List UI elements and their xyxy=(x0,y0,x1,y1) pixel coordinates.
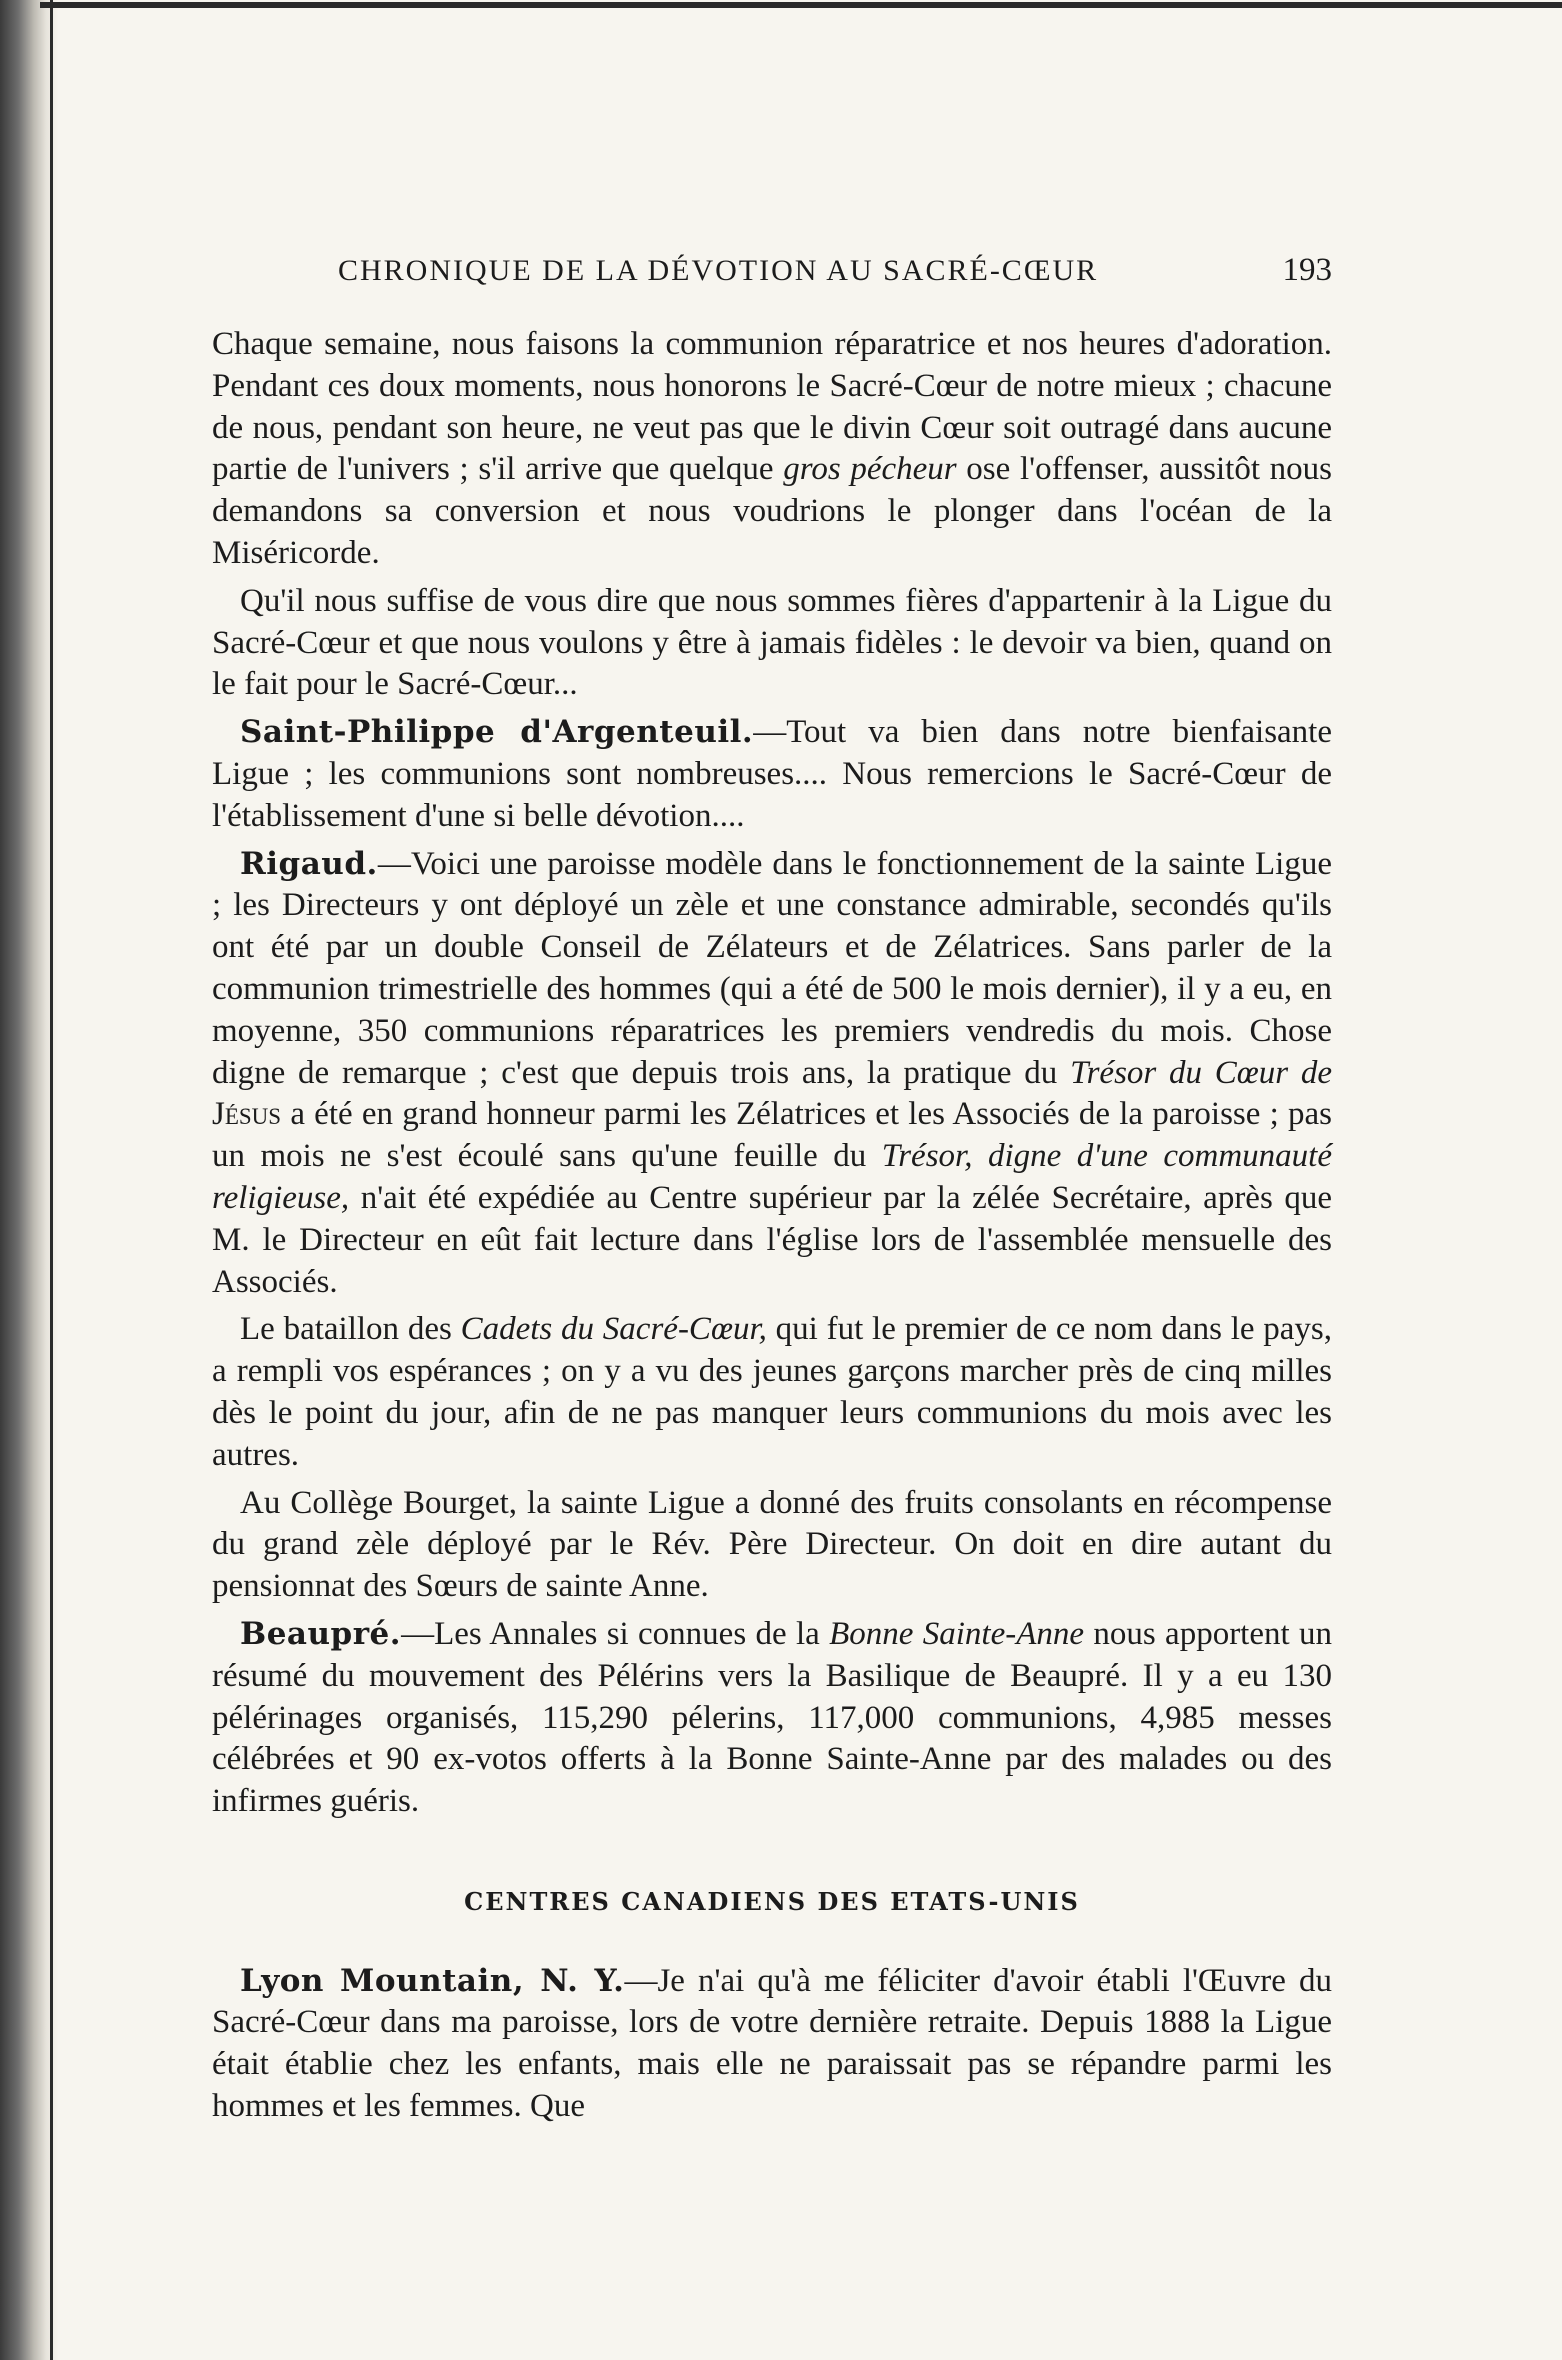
section-heading: CENTRES CANADIENS DES ETATS-UNIS xyxy=(464,1886,1080,1916)
entry-rigaud: Rigaud.—Voici une paroisse modèle dans le fonctionnement de la sainte Ligue ; les Directeurs y ont déployé un zèle et une constance admirable, secondés qu'ils ont été par un double Conseil de Zélateurs et de Zélatrices. Sans parler de la communion trimestrielle des hommes (qui a été de 500 le mois dernier), il y a eu, en moyenne, 350 communions réparatrices les premiers vendredis du mois. Chose digne de remarque ; c'est que depuis trois ans, la pratique du Trésor du Cœur de Jésus a été en grand honneur parmi les Zélatrices et les Associés de la paroisse ; pas un mois ne s'est écoulé sans qu'une feuille du Trésor, digne d'une communauté religieuse, n'ait été expédiée au Centre supérieur par la zélée Secrétaire, après que M. le Directeur en eût fait lecture dans l'église lors de l'assemblée mensuelle des Associés. xyxy=(212,845,1333,1300)
paragraph-ligue: Qu'il nous suffise de vous dire que nous sommes fières d'appartenir à la Ligue du Sacré-Cœur et que nous voulons y être à jamais fidèles : le devoir va bien, quand on le fait pour le Sacré-Cœur... xyxy=(212,582,1332,703)
running-head xyxy=(212,252,1332,296)
paragraph-cadets: Le bataillon des Cadets du Sacré-Cœur, qui fut le premier de ce nom dans le pays, a rempli vos espérances ; on y a vu des jeunes garçons marcher près de cinq milles dès le point du jour, afin de ne pas manquer leurs communions du mois avec les autres. xyxy=(212,1311,1333,1473)
body-text xyxy=(212,324,1332,2128)
entry-saint-philippe: Saint-Philippe d'Argenteuil.—Tout va bien dans notre bienfaisante Ligue ; les communions sont nombreuses.... Nous remercions le Sacré-Cœur de l'établissement d'une si belle dévotion.... xyxy=(212,714,1332,834)
running-head-title: CHRONIQUE DE LA DÉVOTION AU SACRÉ-CŒUR xyxy=(338,254,1099,287)
page-content xyxy=(212,252,1332,2134)
paragraph-communion: Chaque semaine, nous faisons la communion réparatrice et nos heures d'adoration. Pendant ces doux moments, nous honorons le Sacré-Cœur de notre mieux ; chacune de nous, pendant son heure, ne veut pas que le divin Cœur soit outragé dans aucune partie de l'univers ; s'il arrive que quelque gros pécheur ose l'offenser, aussitôt nous demandons sa conversion et nous voudrions le plonger dans l'océan de la Miséricorde. xyxy=(212,326,1333,571)
top-edge-rule xyxy=(40,2,1562,8)
place-name: Rigaud. xyxy=(240,845,378,882)
entry-lyon-mountain: Lyon Mountain, N. Y.—Je n'ai qu'à me féliciter d'avoir établi l'Œuvre du Sacré-Cœur dans ma paroisse, lors de votre dernière retraite. Depuis 1888 la Ligue était établie chez les enfants, mais elle ne paraissait pas se répandre parmi les hommes et les femmes. Que xyxy=(212,1962,1332,2125)
place-name: Saint-Philippe d'Argenteuil. xyxy=(240,714,754,751)
paragraph-college: Au Collège Bourget, la sainte Ligue a donné des fruits consolants en récompense du grand zèle déployé par le Rév. Père Directeur. On doit en dire autant du pensionnat des Sœurs de sainte Anne. xyxy=(212,1484,1332,1605)
place-name: Beaupré. xyxy=(240,1615,402,1652)
place-name: Lyon Mountain, N. Y. xyxy=(240,1962,625,1999)
page-number: 193 xyxy=(1282,252,1332,288)
binding-edge xyxy=(50,0,53,2360)
entry-beaupre: Beaupré.—Les Annales si connues de la Bonne Sainte-Anne nous apportent un résumé du mouvement des Pélérins vers la Basilique de Beaupré. Il y a eu 130 pélérinages organisés, 115,290 pélerins, 117,000 communions, 4,985 messes célébrées et 90 ex-votos offerts à la Bonne Sainte-Anne par des malades ou des infirmes guéris. xyxy=(212,1615,1332,1820)
